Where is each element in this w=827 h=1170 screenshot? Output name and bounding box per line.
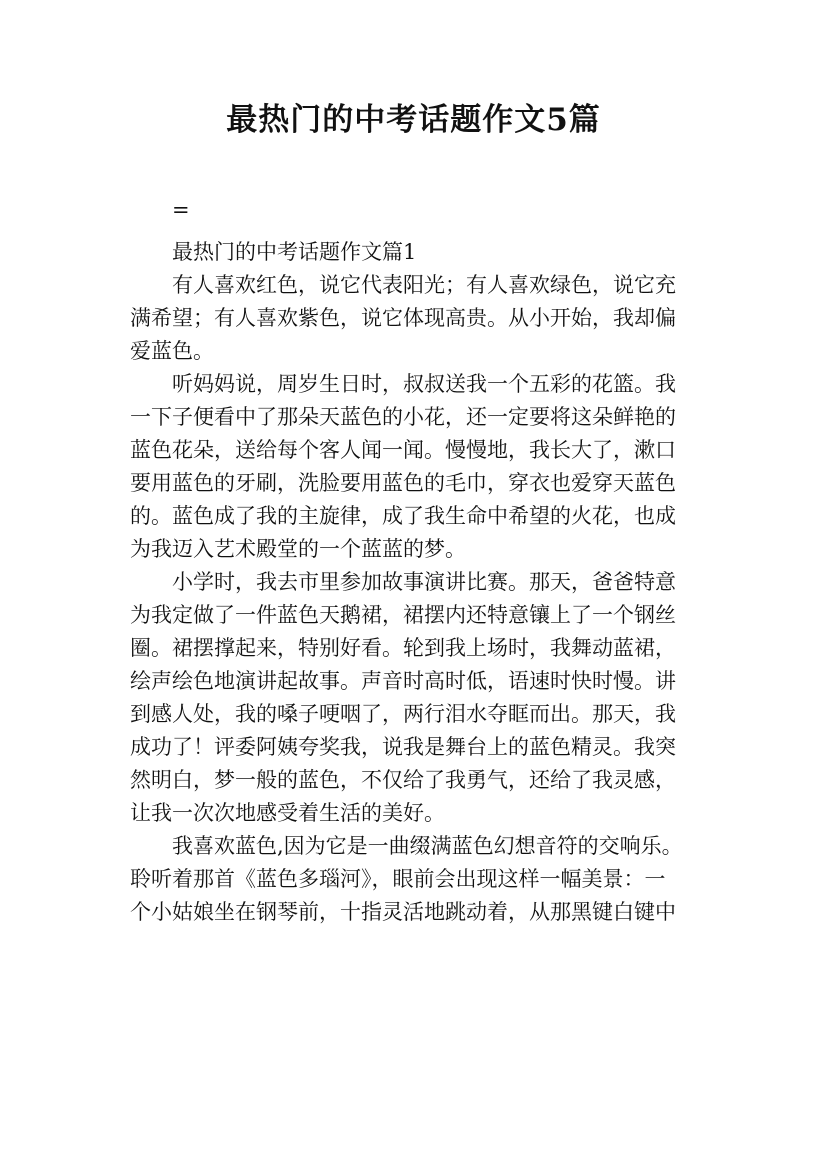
paragraph-line: 小学时，我去市里参加故事演讲比赛。那天，爸爸特意 [172,570,676,594]
paragraph-line: 蓝色花朵，送给每个客人闻一闻。慢慢地，我长大了，漱口 [130,438,676,462]
paragraph-line: 为我定做了一件蓝色天鹅裙，裙摆内还特意镶上了一个钢丝 [130,603,676,627]
paragraph-list [130,269,705,929]
paragraph-line: 让我一次次地感受着生活的美好。 [130,801,445,825]
paragraph-line: 成功了！评委阿姨夸奖我，说我是舞台上的蓝色精灵。我突 [130,735,676,759]
paragraph [130,566,705,830]
paragraph-line: 然明白，梦一般的蓝色，不仅给了我勇气，还给了我灵感， [130,768,676,792]
paragraph-line: 我喜欢蓝色,因为它是一曲缀满蓝色幻想音符的交响乐。 [172,834,683,858]
paragraph [130,830,705,929]
paragraph [130,368,705,566]
paragraph-line: 要用蓝色的牙刷，洗脸要用蓝色的毛巾，穿衣也爱穿天蓝色 [130,471,676,495]
paragraph-line: 听妈妈说，周岁生日时，叔叔送我一个五彩的花篮。我 [172,372,676,396]
paragraph-line: 到感人处，我的嗓子哽咽了，两行泪水夺眶而出。那天，我 [130,702,676,726]
paragraph-line: 的。蓝色成了我的主旋律，成了我生命中希望的火花，也成 [130,504,676,528]
paragraph-line: 爱蓝色。 [130,339,214,363]
paragraph-line: 为我迈入艺术殿堂的一个蓝蓝的梦。 [130,537,466,561]
paragraph-line: 圈。裙摆撑起来，特别好看。轮到我上场时，我舞动蓝裙， [130,636,676,660]
separator-mark: = [172,198,190,222]
paragraph-line: 满希望；有人喜欢紫色，说它体现高贵。从小开始，我却偏 [130,306,676,330]
paragraph-line: 一下子便看中了那朵天蓝色的小花，还一定要将这朵鲜艳的 [130,405,676,429]
document-title: 最热门的中考话题作文5篇 [226,102,601,138]
paragraph [130,269,705,368]
paragraph-line: 聆听着那首《蓝色多瑙河》，眼前会出现这样一幅美景：一 [130,867,666,891]
spacer [130,227,705,236]
document-body [130,194,705,929]
paragraph-line: 个小姑娘坐在钢琴前，十指灵活地跳动着，从那黑键白键中 [130,900,676,924]
section-heading: 最热门的中考话题作文篇1 [172,240,417,264]
paragraph-line: 绘声绘色地演讲起故事。声音时高时低，语速时快时慢。讲 [130,669,676,693]
paragraph-line: 有人喜欢红色，说它代表阳光；有人喜欢绿色，说它充 [172,273,676,297]
